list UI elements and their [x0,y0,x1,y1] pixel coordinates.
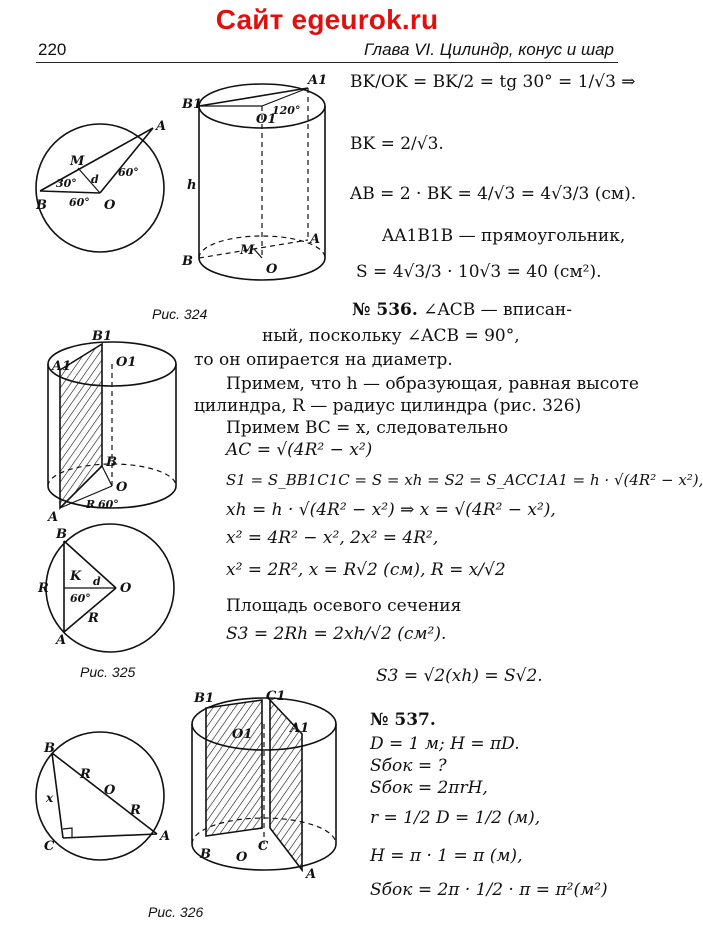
fig324-label-M-cyl: M [240,243,255,258]
problem537-line6: Sбок = 2π · 1/2 · π = π²(м²) [370,880,608,900]
fig325-angle-60: 60° [70,592,91,605]
fig324-label-A: A [156,119,167,134]
fig325-label-B-cyl: B [106,455,117,470]
fig326-label-B: B [44,741,55,756]
fig325-label-B: B [56,527,67,542]
problem536-line9: xh = h · √(4R² − x²) ⇒ x = √(4R² − x²), [226,500,556,520]
fig325-label-d: d [93,575,101,588]
fig326-label-O1: O1 [232,727,253,742]
fig326-label-A: A [160,829,171,844]
fig326-label-O-cyl: O [236,850,248,865]
fig324-label-O1: O1 [256,112,277,127]
fig324-label-O: O [104,198,116,213]
header-rule [36,62,618,63]
figure-326 [30,686,340,896]
problem536-line12: Площадь осевого сечения [226,596,462,616]
fig326-label-C: C [44,839,55,854]
problem537-line3: Sбок = 2πrH, [370,778,488,798]
problem537-line4: r = 1/2 D = 1/2 (м), [370,808,541,828]
fig324-label-M: M [70,154,85,169]
fig326-label-R-lower: R [130,803,141,818]
problem536-line2: ный, поскольку ∠ACB = 90°, [262,326,520,346]
fig325-label-A-cyl: A [48,510,59,525]
fig325-caption: Рис. 325 [80,664,136,680]
fig326-label-O: O [104,783,116,798]
fig326-label-B1: B1 [194,691,215,706]
problem537-line2: Sбок = ? [370,756,447,776]
fig324-angle-30: 30° [56,177,77,190]
fig324-label-d: d [91,173,99,186]
fig324-label-A-cyl: A [310,232,321,247]
fig325-angle-60-cyl: 60° [98,498,119,511]
problem536-line1: ∠ACB — вписан- [423,300,573,320]
fig324-angle-60-right: 60° [118,166,139,179]
fig324-label-A1: A1 [308,73,328,88]
figure-324 [30,68,340,308]
sol535-line5: S = 4√3/3 · 10√3 = 40 (см²). [356,262,602,282]
fig324-angle-60-bottom: 60° [69,196,90,209]
problem536-line5: цилиндра, R — радиус цилиндра (рис. 326) [194,396,582,416]
fig326-label-C1: C1 [266,689,286,704]
problem536-line7: AC = √(4R² − x²) [226,440,373,460]
fig325-label-R-cyl: R [86,498,96,511]
problem536-line10: x² = 4R² − x², 2x² = 4R², [226,528,439,548]
fig325-label-A1: A1 [52,359,72,374]
fig325-label-R-left: R [38,581,49,596]
fig325-label-A: A [56,633,67,648]
sol535-line1: BK/OK = BK/2 = tg 30° = 1/√3 ⇒ [350,72,636,92]
fig326-label-A1: A1 [290,721,310,736]
fig326-label-x: x [46,791,54,805]
fig325-label-B1: B1 [92,329,113,344]
problem536-line4: Примем, что h — образующая, равная высоте [226,374,639,394]
problem537-line5: H = π · 1 = π (м), [370,846,523,866]
fig326-circle-diagram [36,732,164,860]
problem536-number: № 536. [352,300,418,320]
problem536-line13: S3 = 2Rh = 2xh/√2 (см²). [226,624,447,644]
fig324-label-h: h [187,178,197,193]
problem536-line11: x² = 2R², x = R√2 (см), R = x/√2 [226,560,506,580]
site-watermark: Сайт egeurok.ru [215,4,439,35]
page-number: 220 [38,40,67,59]
sol535-line4: AA1B1B — прямоугольник, [382,226,626,246]
figure-325 [30,326,190,666]
sol535-line3: AB = 2 · BK = 4/√3 = 4√3/3 (см). [350,184,637,204]
fig324-caption: Рис. 324 [152,306,208,322]
chapter-title: Глава VI. Цилиндр, конус и шар [364,40,614,59]
fig324-label-O-cyl: O [266,262,278,277]
fig326-label-R-upper: R [80,767,91,782]
fig325-label-O: O [120,581,132,596]
fig325-label-O1: O1 [116,355,137,370]
fig325-label-O-cyl: O [116,480,128,495]
fig325-label-K: K [70,569,82,584]
problem536-line6: Примем BC = x, следовательно [226,418,509,438]
fig324-label-B: B [36,198,47,213]
problem537-line1: D = 1 м; H = πD. [370,734,520,754]
problem536-line3: то он опирается на диаметр. [194,350,453,370]
fig326-caption: Рис. 326 [148,904,204,920]
fig324-label-B1: B1 [182,97,203,112]
sol535-line2: BK = 2/√3. [350,134,444,154]
fig324-angle-120: 120° [272,104,301,117]
problem536-line14: S3 = √2(xh) = S√2. [376,666,543,686]
fig326-label-A-cyl: A [306,867,317,882]
fig324-label-B-cyl: B [182,254,193,269]
problem537-number: № 537. [370,710,436,730]
fig326-label-B-cyl: B [200,847,211,862]
fig325-label-R-bottom: R [88,611,99,626]
problem536-line8: S1 = S_BB1C1C = S = xh = S2 = S_ACC1A1 = h · √(4R² − x²), [226,471,703,489]
fig326-label-C-cyl: C [258,839,269,854]
